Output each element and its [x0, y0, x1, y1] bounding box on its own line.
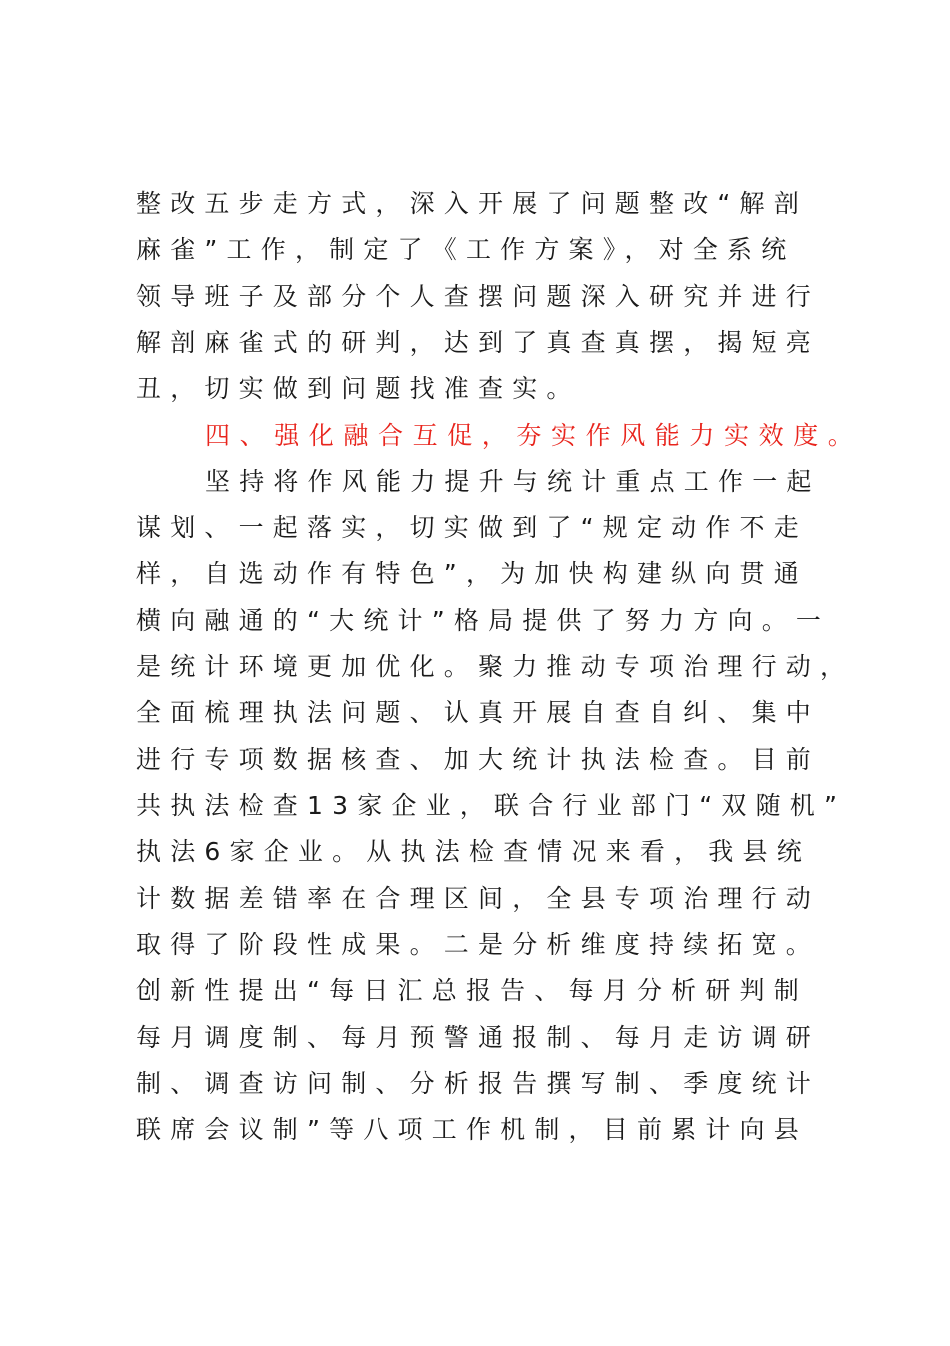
body-text-line: 解剖麻雀式的研判，达到了真查真摆，揭短亮: [136, 328, 821, 357]
body-text-line: 联席会议制”等八项工作机制，目前累计向县: [136, 1115, 808, 1144]
body-text-line: 麻雀”工作，制定了《工作方案》，对全系统: [136, 235, 796, 264]
body-text-line: 共执法检查13家企业，联合行业部门“双随机”: [136, 791, 847, 820]
body-text-line: 谋划、一起落实，切实做到了“规定动作不走: [136, 513, 808, 542]
body-text-line: 全面梳理执法问题、认真开展自查自纠、集中: [136, 698, 821, 727]
body-text-line: 执法6家企业。从执法检查情况来看，我县统: [136, 837, 811, 866]
body-text-line: 进行专项数据核查、加大统计执法检查。目前: [136, 745, 821, 774]
body-text-line: 样，自选动作有特色”，为加快构建纵向贯通: [136, 559, 808, 588]
section-heading: 四、强化融合互促，夯实作风能力实效度。: [205, 421, 863, 450]
body-text-line: 整改五步走方式，深入开展了问题整改“解剖: [136, 189, 808, 218]
body-text-line: 领导班子及部分个人查摆问题深入研究并进行: [136, 282, 821, 311]
body-text-line: 计数据差错率在合理区间，全县专项治理行动: [136, 884, 821, 913]
body-text-line: 创新性提出“每日汇总报告、每月分析研判制: [136, 976, 808, 1005]
body-text-line: 横向融通的“大统计”格局提供了努力方向。一: [136, 606, 831, 635]
body-text-line: 每月调度制、每月预警通报制、每月走访调研: [136, 1023, 821, 1052]
paragraph-first-line: 坚持将作风能力提升与统计重点工作一起: [205, 467, 821, 496]
body-text-line: 取得了阶段性成果。二是分析维度持续拓宽。: [136, 930, 821, 959]
body-text-line: 制、调查访问制、分析报告撰写制、季度统计: [136, 1069, 821, 1098]
body-text-line: 是统计环境更加优化。聚力推动专项治理行动，: [136, 652, 855, 681]
body-text-line: 丑，切实做到问题找准查实。: [136, 374, 581, 403]
